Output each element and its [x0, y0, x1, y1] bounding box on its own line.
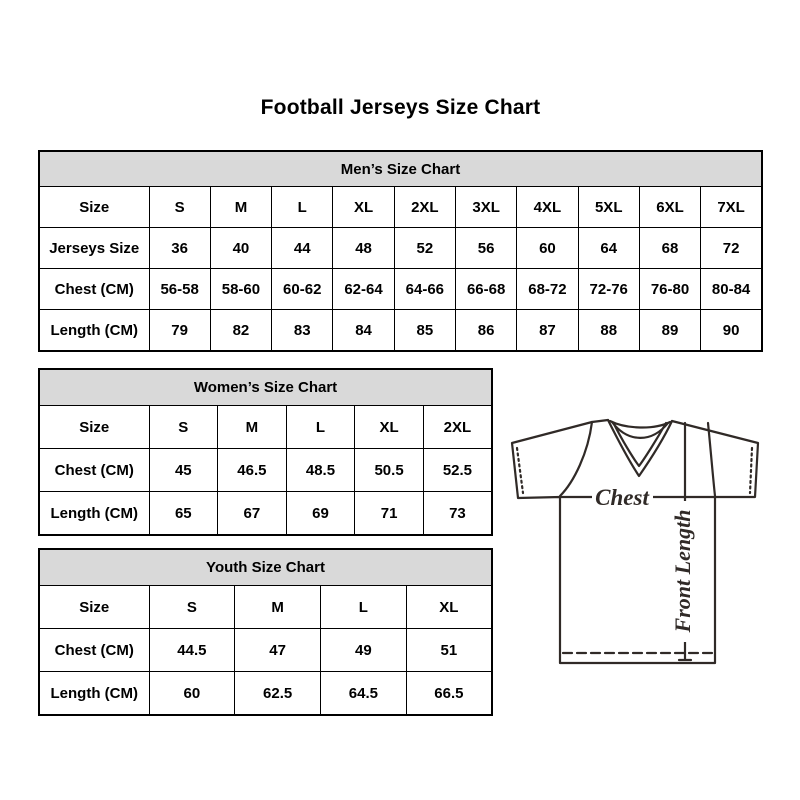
youth-cell-2-3: 64.5	[321, 672, 407, 716]
youth-size-table	[38, 548, 493, 716]
mens-cell-0-10: 7XL	[701, 187, 762, 228]
youth-row-1	[39, 629, 492, 672]
youth-cell-0-4: XL	[406, 586, 492, 629]
mens-table-title: Men’s Size Chart	[39, 151, 762, 187]
mens-cell-3-8: 88	[578, 310, 639, 352]
mens-cell-0-0: Size	[39, 187, 149, 228]
youth-cell-1-0: Chest (CM)	[39, 629, 149, 672]
womens-cell-2-1: 65	[149, 492, 218, 536]
mens-cell-2-3: 60-62	[272, 269, 333, 310]
mens-cell-1-6: 56	[455, 228, 516, 269]
left-sleeve-seam	[560, 422, 592, 496]
womens-cell-2-0: Length (CM)	[39, 492, 149, 536]
mens-cell-1-4: 48	[333, 228, 394, 269]
right-cuff-stitch	[750, 448, 752, 493]
womens-cell-0-2: M	[218, 406, 287, 449]
youth-title-row	[39, 549, 492, 586]
mens-cell-2-6: 66-68	[455, 269, 516, 310]
womens-size-table	[38, 368, 493, 536]
mens-cell-0-6: 3XL	[455, 187, 516, 228]
womens-cell-2-3: 69	[286, 492, 355, 536]
mens-cell-3-1: 79	[149, 310, 210, 352]
left-cuff-stitch	[517, 448, 523, 493]
mens-cell-0-4: XL	[333, 187, 394, 228]
youth-cell-1-4: 51	[406, 629, 492, 672]
womens-cell-1-1: 45	[149, 449, 218, 492]
youth-cell-1-3: 49	[321, 629, 407, 672]
mens-cell-2-4: 62-64	[333, 269, 394, 310]
mens-cell-3-0: Length (CM)	[39, 310, 149, 352]
womens-cell-2-5: 73	[423, 492, 492, 536]
mens-cell-1-2: 40	[210, 228, 271, 269]
youth-table-title: Youth Size Chart	[39, 549, 492, 586]
mens-cell-3-2: 82	[210, 310, 271, 352]
mens-row-3	[39, 310, 762, 352]
mens-cell-2-10: 80-84	[701, 269, 762, 310]
mens-cell-3-7: 87	[517, 310, 578, 352]
youth-cell-1-2: 47	[235, 629, 321, 672]
mens-title-row	[39, 151, 762, 187]
mens-cell-3-10: 90	[701, 310, 762, 352]
youth-cell-1-1: 44.5	[149, 629, 235, 672]
mens-cell-1-5: 52	[394, 228, 455, 269]
youth-row-2	[39, 672, 492, 716]
mens-cell-0-5: 2XL	[394, 187, 455, 228]
mens-cell-1-3: 44	[272, 228, 333, 269]
womens-table-title: Women’s Size Chart	[39, 369, 492, 406]
mens-cell-0-2: M	[210, 187, 271, 228]
jersey-diagram-svg	[500, 408, 790, 678]
youth-cell-2-0: Length (CM)	[39, 672, 149, 716]
mens-cell-0-3: L	[272, 187, 333, 228]
mens-cell-0-1: S	[149, 187, 210, 228]
womens-row-2	[39, 492, 492, 536]
page-title: Football Jerseys Size Chart	[260, 96, 541, 119]
mens-cell-0-8: 5XL	[578, 187, 639, 228]
mens-row-2	[39, 269, 762, 310]
youth-cell-2-4: 66.5	[406, 672, 492, 716]
mens-row-0	[39, 187, 762, 228]
jersey-measurement-diagram	[500, 408, 790, 678]
mens-cell-3-5: 85	[394, 310, 455, 352]
mens-cell-3-6: 86	[455, 310, 516, 352]
womens-row-0	[39, 406, 492, 449]
womens-cell-1-0: Chest (CM)	[39, 449, 149, 492]
mens-cell-0-9: 6XL	[639, 187, 700, 228]
youth-cell-2-2: 62.5	[235, 672, 321, 716]
right-sleeve-seam	[708, 423, 715, 496]
youth-cell-2-1: 60	[149, 672, 235, 716]
mens-cell-2-0: Chest (CM)	[39, 269, 149, 310]
mens-cell-2-7: 68-72	[517, 269, 578, 310]
womens-cell-1-5: 52.5	[423, 449, 492, 492]
youth-cell-0-0: Size	[39, 586, 149, 629]
womens-cell-0-5: 2XL	[423, 406, 492, 449]
mens-cell-1-10: 72	[701, 228, 762, 269]
mens-cell-2-5: 64-66	[394, 269, 455, 310]
mens-cell-1-7: 60	[517, 228, 578, 269]
mens-cell-1-9: 68	[639, 228, 700, 269]
mens-cell-3-4: 84	[333, 310, 394, 352]
mens-cell-0-7: 4XL	[517, 187, 578, 228]
mens-size-table	[38, 150, 763, 352]
womens-title-row	[39, 369, 492, 406]
womens-cell-2-4: 71	[355, 492, 424, 536]
womens-row-1	[39, 449, 492, 492]
jersey-outline	[512, 420, 758, 663]
mens-cell-1-8: 64	[578, 228, 639, 269]
front-length-label: Front Length	[670, 509, 695, 633]
womens-cell-0-3: L	[286, 406, 355, 449]
youth-cell-0-1: S	[149, 586, 235, 629]
youth-cell-0-3: L	[321, 586, 407, 629]
womens-cell-0-1: S	[149, 406, 218, 449]
mens-cell-1-0: Jerseys Size	[39, 228, 149, 269]
mens-cell-2-1: 56-58	[149, 269, 210, 310]
womens-cell-2-2: 67	[218, 492, 287, 536]
mens-cell-1-1: 36	[149, 228, 210, 269]
mens-cell-3-9: 89	[639, 310, 700, 352]
youth-row-0	[39, 586, 492, 629]
mens-cell-2-8: 72-76	[578, 269, 639, 310]
mens-cell-2-2: 58-60	[210, 269, 271, 310]
chest-label: Chest	[595, 485, 649, 510]
womens-cell-1-3: 48.5	[286, 449, 355, 492]
collar-back-arc-shallow	[610, 421, 670, 428]
womens-cell-0-0: Size	[39, 406, 149, 449]
womens-cell-0-4: XL	[355, 406, 424, 449]
mens-row-1	[39, 228, 762, 269]
womens-cell-1-2: 46.5	[218, 449, 287, 492]
womens-cell-1-4: 50.5	[355, 449, 424, 492]
mens-cell-2-9: 76-80	[639, 269, 700, 310]
mens-cell-3-3: 83	[272, 310, 333, 352]
youth-cell-0-2: M	[235, 586, 321, 629]
